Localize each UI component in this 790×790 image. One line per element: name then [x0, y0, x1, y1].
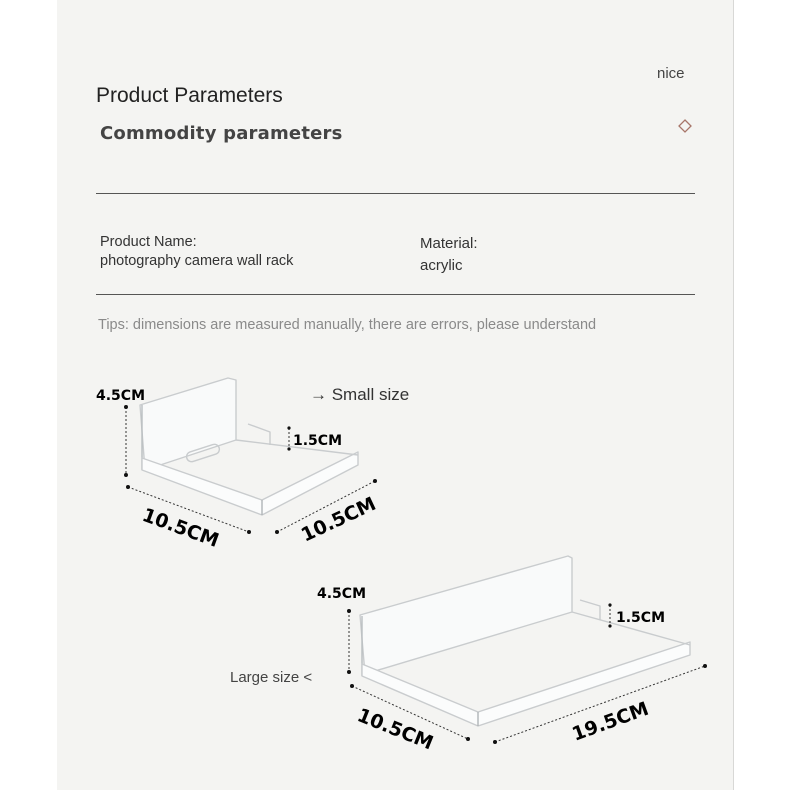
page-title: Product Parameters	[96, 84, 283, 107]
large-size-caption: Large size <	[230, 669, 313, 686]
small-width-label: 10.5CM	[139, 504, 222, 552]
large-depth-label: 10.5CM	[354, 704, 437, 755]
large-lip-label: 1.5CM	[616, 610, 666, 626]
product-name-label: Product Name:	[100, 234, 197, 250]
material-label: Material:	[420, 235, 478, 252]
small-height-label: 4.5CM	[96, 388, 146, 404]
corner-text: nice	[657, 65, 685, 82]
large-height-label: 4.5CM	[317, 586, 367, 602]
material-value: acrylic	[420, 257, 463, 274]
page-subtitle: Commodity parameters	[100, 123, 343, 144]
small-size-caption: → Small size	[310, 385, 410, 404]
tips-note: Tips: dimensions are measured manually, there are errors, please understand	[98, 317, 597, 333]
small-lip-label: 1.5CM	[293, 433, 343, 449]
product-name-value: photography camera wall rack	[100, 253, 294, 269]
large-width-label: 19.5CM	[569, 697, 652, 746]
small-depth-label: 10.5CM	[297, 492, 380, 547]
